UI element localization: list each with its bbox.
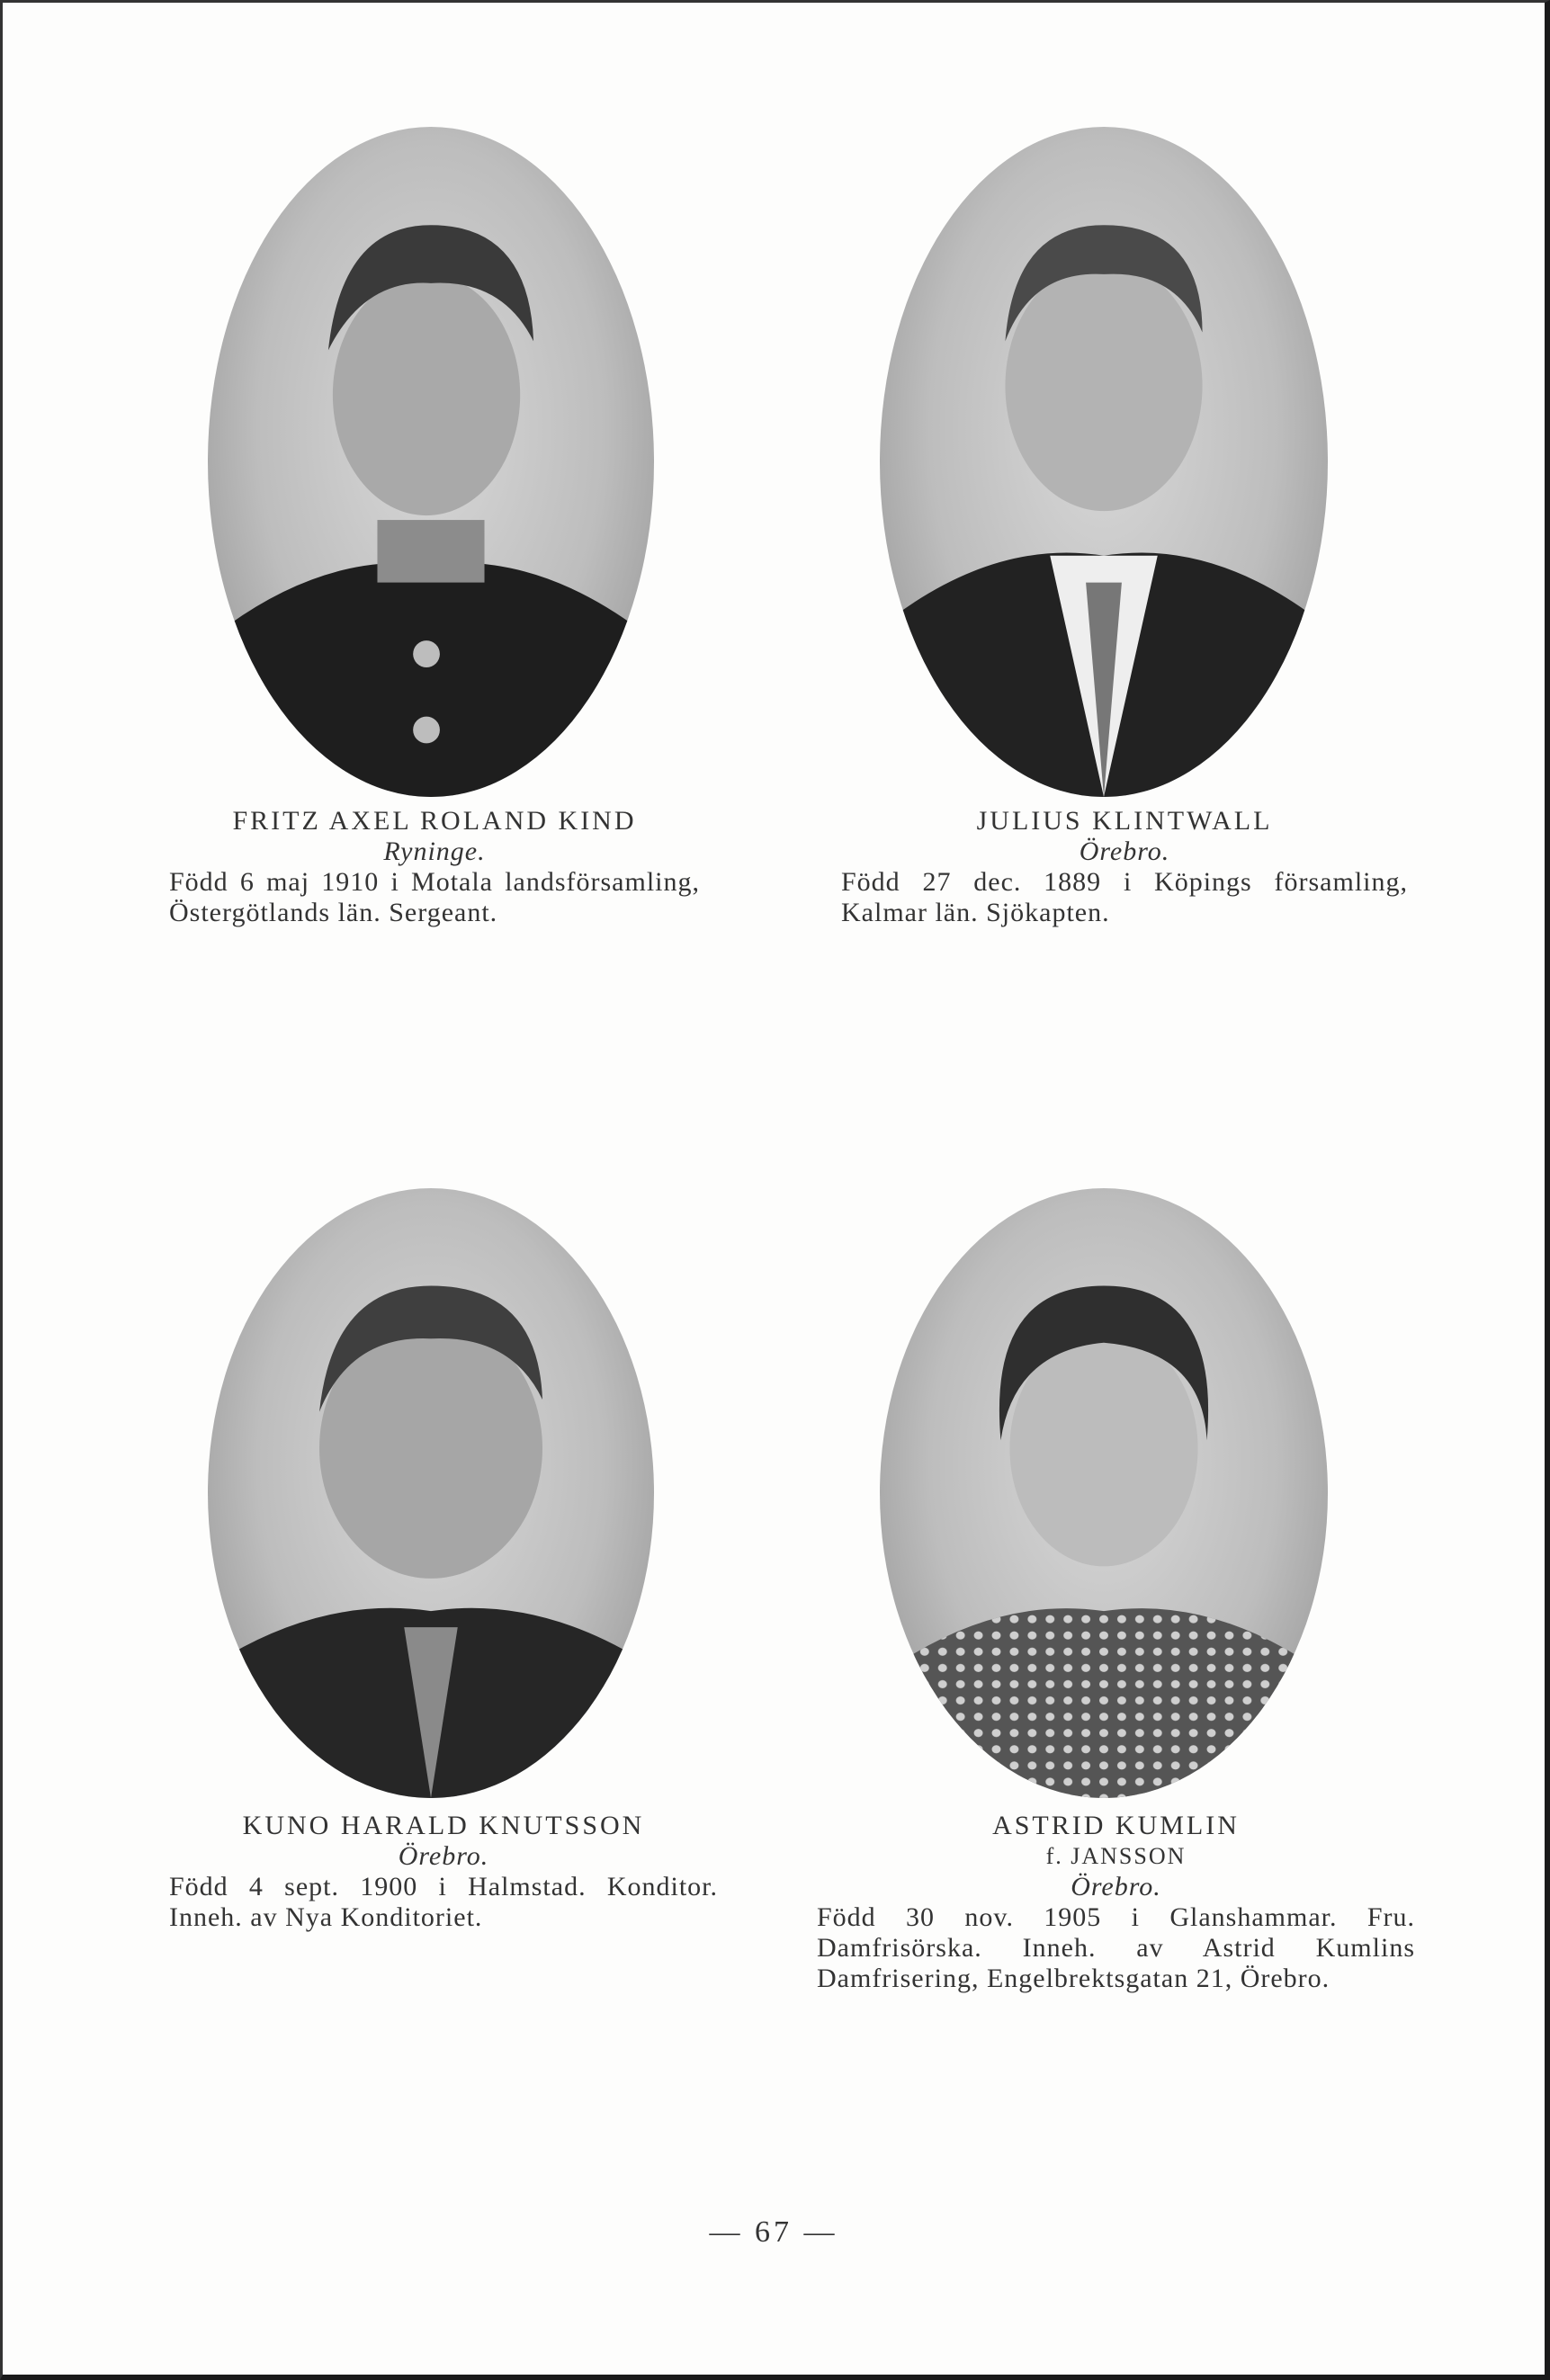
person-place: Örebro. <box>1071 1872 1161 1901</box>
person-bio: Född 6 maj 1910 i Motala landsförsamling, Östergötlands län. Sergeant. <box>169 867 700 927</box>
person-name: FRITZ AXEL ROLAND KIND <box>232 806 637 836</box>
person-bio: Född 4 sept. 1900 i Halmstad. Konditor. Inneh. av Nya Konditoriet. <box>169 1872 718 1932</box>
person-place: Örebro. <box>1079 837 1170 866</box>
person-name: ASTRID KUMLIN <box>992 1811 1240 1840</box>
person-maiden-name: f. JANSSON <box>1045 1843 1187 1869</box>
person-name: JULIUS KLINTWALL <box>976 806 1273 836</box>
person-name: KUNO HARALD KNUTSSON <box>242 1811 645 1840</box>
portrait-photo-fritz <box>208 127 654 797</box>
person-place: Örebro. <box>398 1841 489 1871</box>
person-bio: Född 27 dec. 1889 i Köpings församling, Kalmar län. Sjökapten. <box>841 867 1408 927</box>
portrait-photo-kuno <box>208 1188 654 1798</box>
portrait-photo-astrid <box>880 1188 1328 1798</box>
person-bio: Född 30 nov. 1905 i Glanshammar. Fru. Damfrisörska. Inneh. av Astrid Kumlins Damfrisering, Engelbrektsgatan 21, Örebro. <box>817 1902 1415 1993</box>
portrait-photo-julius <box>880 127 1328 797</box>
page-number: — 67 — <box>709 2215 838 2249</box>
person-place: Ryninge. <box>383 837 486 866</box>
